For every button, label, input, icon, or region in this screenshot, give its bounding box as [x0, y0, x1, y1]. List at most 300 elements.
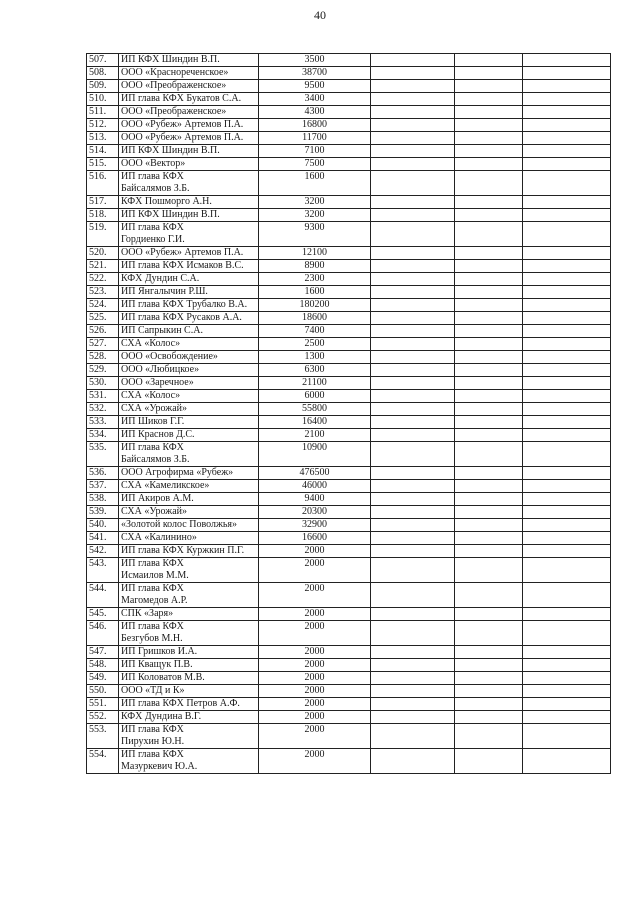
row-number: 532. — [87, 403, 119, 416]
empty-cell — [523, 325, 611, 338]
row-number: 527. — [87, 338, 119, 351]
table-row — [87, 286, 611, 299]
table-row — [87, 273, 611, 286]
holder-name-line: «Золотой колос Поволжья» — [121, 519, 238, 530]
row-holder-name — [119, 506, 259, 519]
empty-cell — [371, 299, 455, 312]
empty-cell — [523, 685, 611, 698]
empty-cell — [455, 621, 523, 646]
row-number: 522. — [87, 273, 119, 286]
table-row — [87, 222, 611, 247]
row-area: 2000 — [259, 711, 371, 724]
row-number: 528. — [87, 351, 119, 364]
row-area: 2300 — [259, 273, 371, 286]
empty-cell — [455, 698, 523, 711]
row-number: 529. — [87, 364, 119, 377]
row-number: 539. — [87, 506, 119, 519]
holder-name-line: ООО «Преображенское» — [121, 80, 227, 91]
table-row — [87, 364, 611, 377]
empty-cell — [371, 672, 455, 685]
empty-cell — [371, 698, 455, 711]
empty-cell — [523, 390, 611, 403]
holder-name-line: ИП глава КФХ Куржкин П.Г. — [121, 545, 245, 556]
table-row — [87, 621, 611, 646]
empty-cell — [455, 351, 523, 364]
table-row — [87, 749, 611, 774]
holder-name-line: ИП глава КФХ Русаков А.А. — [121, 312, 242, 323]
holder-name-line: ООО «Рубеж» Артемов П.А. — [121, 132, 244, 143]
row-area: 12100 — [259, 247, 371, 260]
row-area: 16400 — [259, 416, 371, 429]
empty-cell — [523, 106, 611, 119]
empty-cell — [523, 659, 611, 672]
empty-cell — [455, 429, 523, 442]
empty-cell — [523, 299, 611, 312]
row-area: 9400 — [259, 493, 371, 506]
empty-cell — [523, 545, 611, 558]
row-holder-name — [119, 80, 259, 93]
table-row — [87, 209, 611, 222]
holder-name-line: ИП Краснов Д.С. — [121, 429, 195, 440]
table-row — [87, 312, 611, 325]
table-row — [87, 54, 611, 67]
row-number: 547. — [87, 646, 119, 659]
row-number: 540. — [87, 519, 119, 532]
holder-name-line: ООО «Заречное» — [121, 377, 194, 388]
empty-cell — [455, 247, 523, 260]
row-holder-name — [119, 286, 259, 299]
row-number: 520. — [87, 247, 119, 260]
empty-cell — [455, 532, 523, 545]
holder-name-line: ИП глава КФХ — [121, 621, 184, 632]
empty-cell — [523, 377, 611, 390]
row-holder-name — [119, 480, 259, 493]
empty-cell — [523, 519, 611, 532]
holder-name-line: ИП глава КФХ Петров А.Ф. — [121, 698, 240, 709]
empty-cell — [371, 685, 455, 698]
empty-cell — [523, 286, 611, 299]
table-row — [87, 724, 611, 749]
row-area: 2000 — [259, 583, 371, 608]
row-holder-name — [119, 158, 259, 171]
empty-cell — [371, 403, 455, 416]
row-area: 2000 — [259, 698, 371, 711]
row-number: 534. — [87, 429, 119, 442]
table-row — [87, 171, 611, 196]
row-number: 521. — [87, 260, 119, 273]
empty-cell — [523, 646, 611, 659]
row-holder-name — [119, 583, 259, 608]
table-row — [87, 429, 611, 442]
table-row — [87, 659, 611, 672]
empty-cell — [371, 209, 455, 222]
table-row — [87, 93, 611, 106]
holder-name-line: ООО «Рубеж» Артемов П.А. — [121, 247, 244, 258]
row-area: 2000 — [259, 621, 371, 646]
row-number: 509. — [87, 80, 119, 93]
row-number: 525. — [87, 312, 119, 325]
row-holder-name — [119, 222, 259, 247]
row-number: 531. — [87, 390, 119, 403]
table-row — [87, 106, 611, 119]
empty-cell — [455, 338, 523, 351]
empty-cell — [455, 442, 523, 467]
empty-cell — [523, 608, 611, 621]
row-holder-name — [119, 403, 259, 416]
row-area: 9300 — [259, 222, 371, 247]
row-holder-name — [119, 519, 259, 532]
row-number: 530. — [87, 377, 119, 390]
row-number: 524. — [87, 299, 119, 312]
row-number: 513. — [87, 132, 119, 145]
row-holder-name — [119, 132, 259, 145]
row-holder-name — [119, 312, 259, 325]
row-holder-name — [119, 338, 259, 351]
empty-cell — [523, 558, 611, 583]
empty-cell — [455, 132, 523, 145]
row-holder-name — [119, 390, 259, 403]
holder-name-line: ООО «Вектор» — [121, 158, 186, 169]
empty-cell — [371, 377, 455, 390]
table-row — [87, 558, 611, 583]
empty-cell — [371, 711, 455, 724]
row-number: 535. — [87, 442, 119, 467]
row-area: 2000 — [259, 558, 371, 583]
table-row — [87, 685, 611, 698]
empty-cell — [455, 416, 523, 429]
table-row — [87, 480, 611, 493]
empty-cell — [455, 325, 523, 338]
row-area: 180200 — [259, 299, 371, 312]
empty-cell — [523, 260, 611, 273]
row-area: 3200 — [259, 209, 371, 222]
empty-cell — [523, 698, 611, 711]
empty-cell — [371, 158, 455, 171]
row-holder-name — [119, 646, 259, 659]
row-number: 541. — [87, 532, 119, 545]
row-area: 6300 — [259, 364, 371, 377]
row-holder-name — [119, 608, 259, 621]
row-area: 3200 — [259, 196, 371, 209]
empty-cell — [455, 80, 523, 93]
row-holder-name — [119, 493, 259, 506]
empty-cell — [455, 377, 523, 390]
row-holder-name — [119, 299, 259, 312]
row-area: 11700 — [259, 132, 371, 145]
row-holder-name — [119, 621, 259, 646]
empty-cell — [455, 506, 523, 519]
empty-cell — [455, 145, 523, 158]
empty-cell — [455, 273, 523, 286]
row-number: 516. — [87, 171, 119, 196]
empty-cell — [523, 171, 611, 196]
empty-cell — [371, 506, 455, 519]
holder-name-line: ООО Агрофирма «Рубеж» — [121, 467, 234, 478]
row-number: 518. — [87, 209, 119, 222]
empty-cell — [523, 532, 611, 545]
holder-name-line: ИП КФХ Шиндин В.П. — [121, 145, 220, 156]
holder-name-line: Байсалямов З.Б. — [121, 183, 190, 194]
empty-cell — [455, 390, 523, 403]
empty-cell — [523, 209, 611, 222]
table-row — [87, 532, 611, 545]
empty-cell — [523, 480, 611, 493]
row-holder-name — [119, 749, 259, 774]
empty-cell — [523, 158, 611, 171]
row-holder-name — [119, 119, 259, 132]
row-area: 2000 — [259, 749, 371, 774]
empty-cell — [523, 493, 611, 506]
table-row — [87, 158, 611, 171]
table-row — [87, 583, 611, 608]
empty-cell — [371, 93, 455, 106]
table-row — [87, 247, 611, 260]
empty-cell — [523, 338, 611, 351]
holder-name-line: ИП глава КФХ Трубалко В.А. — [121, 299, 248, 310]
empty-cell — [371, 608, 455, 621]
empty-cell — [455, 171, 523, 196]
empty-cell — [523, 222, 611, 247]
row-area: 21100 — [259, 377, 371, 390]
empty-cell — [523, 312, 611, 325]
empty-cell — [455, 672, 523, 685]
empty-cell — [455, 158, 523, 171]
table-row — [87, 672, 611, 685]
table-row — [87, 442, 611, 467]
holder-name-line: СХА «Колос» — [121, 390, 181, 401]
empty-cell — [371, 545, 455, 558]
page-number: 40 — [314, 8, 326, 22]
empty-cell — [371, 493, 455, 506]
empty-cell — [455, 299, 523, 312]
holder-name-line: ИП Янгалычин Р.Ш. — [121, 286, 208, 297]
empty-cell — [455, 493, 523, 506]
empty-cell — [371, 260, 455, 273]
row-area: 2000 — [259, 608, 371, 621]
row-holder-name — [119, 429, 259, 442]
table-row — [87, 698, 611, 711]
empty-cell — [455, 93, 523, 106]
empty-cell — [371, 286, 455, 299]
holder-name-line: СХА «Камеликское» — [121, 480, 210, 491]
empty-cell — [523, 119, 611, 132]
row-holder-name — [119, 416, 259, 429]
empty-cell — [455, 749, 523, 774]
holder-name-line: Исмаилов М.М. — [121, 570, 189, 581]
holder-name-line: ООО «Рубеж» Артемов П.А. — [121, 119, 244, 130]
empty-cell — [523, 132, 611, 145]
empty-cell — [371, 325, 455, 338]
empty-cell — [371, 145, 455, 158]
table-row — [87, 132, 611, 145]
empty-cell — [371, 749, 455, 774]
row-number: 523. — [87, 286, 119, 299]
holder-name-line: Гордиенко Г.И. — [121, 234, 185, 245]
empty-cell — [455, 685, 523, 698]
table-row — [87, 80, 611, 93]
holder-name-line: ИП глава КФХ — [121, 749, 184, 760]
row-number: 514. — [87, 145, 119, 158]
row-area: 32900 — [259, 519, 371, 532]
row-number: 510. — [87, 93, 119, 106]
holder-name-line: Безгубов М.Н. — [121, 633, 183, 644]
table-row — [87, 119, 611, 132]
table-row — [87, 325, 611, 338]
row-number: 551. — [87, 698, 119, 711]
row-area: 2000 — [259, 724, 371, 749]
row-holder-name — [119, 545, 259, 558]
empty-cell — [371, 621, 455, 646]
holder-name-line: ИП глава КФХ Исмаков В.С. — [121, 260, 244, 271]
row-area: 9500 — [259, 80, 371, 93]
row-holder-name — [119, 467, 259, 480]
empty-cell — [371, 442, 455, 467]
empty-cell — [371, 273, 455, 286]
row-holder-name — [119, 685, 259, 698]
holder-name-line: ИП глава КФХ — [121, 558, 184, 569]
registry-table — [86, 53, 611, 774]
empty-cell — [455, 403, 523, 416]
empty-cell — [523, 583, 611, 608]
empty-cell — [523, 364, 611, 377]
row-holder-name — [119, 209, 259, 222]
empty-cell — [371, 132, 455, 145]
empty-cell — [455, 558, 523, 583]
holder-name-line: СХА «Калинино» — [121, 532, 197, 543]
empty-cell — [455, 608, 523, 621]
row-area: 2500 — [259, 338, 371, 351]
table-row — [87, 519, 611, 532]
empty-cell — [371, 429, 455, 442]
row-number: 511. — [87, 106, 119, 119]
row-number: 550. — [87, 685, 119, 698]
empty-cell — [371, 364, 455, 377]
empty-cell — [455, 260, 523, 273]
row-area: 476500 — [259, 467, 371, 480]
table-row — [87, 145, 611, 158]
table-row — [87, 416, 611, 429]
row-number: 508. — [87, 67, 119, 80]
table-row — [87, 260, 611, 273]
row-holder-name — [119, 672, 259, 685]
empty-cell — [455, 67, 523, 80]
empty-cell — [523, 273, 611, 286]
row-area: 2000 — [259, 646, 371, 659]
empty-cell — [523, 467, 611, 480]
row-area: 2000 — [259, 685, 371, 698]
row-number: 544. — [87, 583, 119, 608]
row-number: 549. — [87, 672, 119, 685]
row-holder-name — [119, 106, 259, 119]
row-holder-name — [119, 351, 259, 364]
row-holder-name — [119, 145, 259, 158]
empty-cell — [523, 749, 611, 774]
empty-cell — [371, 247, 455, 260]
empty-cell — [371, 54, 455, 67]
empty-cell — [523, 403, 611, 416]
empty-cell — [371, 659, 455, 672]
holder-name-line: ИП Акиров А.М. — [121, 493, 194, 504]
row-holder-name — [119, 260, 259, 273]
empty-cell — [455, 467, 523, 480]
row-holder-name — [119, 711, 259, 724]
empty-cell — [371, 222, 455, 247]
row-holder-name — [119, 442, 259, 467]
row-area: 6000 — [259, 390, 371, 403]
holder-name-line: ООО «Любицкое» — [121, 364, 200, 375]
empty-cell — [371, 646, 455, 659]
row-holder-name — [119, 532, 259, 545]
empty-cell — [523, 442, 611, 467]
row-holder-name — [119, 247, 259, 260]
row-area: 4300 — [259, 106, 371, 119]
holder-name-line: ИП КФХ Шиндин В.П. — [121, 54, 220, 65]
row-holder-name — [119, 196, 259, 209]
holder-name-line: ООО «Освобождение» — [121, 351, 218, 362]
empty-cell — [523, 621, 611, 646]
row-number: 517. — [87, 196, 119, 209]
holder-name-line: ИП глава КФХ — [121, 222, 184, 233]
table-row — [87, 403, 611, 416]
empty-cell — [455, 209, 523, 222]
empty-cell — [371, 416, 455, 429]
empty-cell — [371, 351, 455, 364]
empty-cell — [371, 196, 455, 209]
empty-cell — [523, 54, 611, 67]
empty-cell — [371, 171, 455, 196]
row-number: 512. — [87, 119, 119, 132]
row-area: 16600 — [259, 532, 371, 545]
holder-name-line: СПК «Заря» — [121, 608, 174, 619]
row-number: 519. — [87, 222, 119, 247]
row-number: 533. — [87, 416, 119, 429]
holder-name-line: ИП глава КФХ Букатов С.А. — [121, 93, 242, 104]
row-number: 548. — [87, 659, 119, 672]
row-holder-name — [119, 659, 259, 672]
row-area: 3400 — [259, 93, 371, 106]
holder-name-line: ООО «Преображенское» — [121, 106, 227, 117]
empty-cell — [455, 659, 523, 672]
empty-cell — [371, 390, 455, 403]
table-row — [87, 351, 611, 364]
holder-name-line: СХА «Урожай» — [121, 403, 188, 414]
empty-cell — [371, 80, 455, 93]
table-row — [87, 506, 611, 519]
holder-name-line: ИП Сапрыкин С.А. — [121, 325, 203, 336]
empty-cell — [371, 480, 455, 493]
table-row — [87, 608, 611, 621]
empty-cell — [523, 429, 611, 442]
empty-cell — [523, 145, 611, 158]
empty-cell — [455, 724, 523, 749]
row-number: 543. — [87, 558, 119, 583]
row-number: 545. — [87, 608, 119, 621]
row-number: 537. — [87, 480, 119, 493]
empty-cell — [523, 196, 611, 209]
holder-name-line: ИП Коловатов М.В. — [121, 672, 205, 683]
empty-cell — [371, 467, 455, 480]
empty-cell — [455, 312, 523, 325]
row-area: 18600 — [259, 312, 371, 325]
row-area: 2000 — [259, 672, 371, 685]
table-row — [87, 646, 611, 659]
holder-name-line: ИП Шиков Г.Г. — [121, 416, 185, 427]
row-area: 1600 — [259, 286, 371, 299]
holder-name-line: ИП глава КФХ — [121, 442, 184, 453]
holder-name-line: КФХ Пошморго А.Н. — [121, 196, 212, 207]
empty-cell — [455, 545, 523, 558]
row-area: 16800 — [259, 119, 371, 132]
